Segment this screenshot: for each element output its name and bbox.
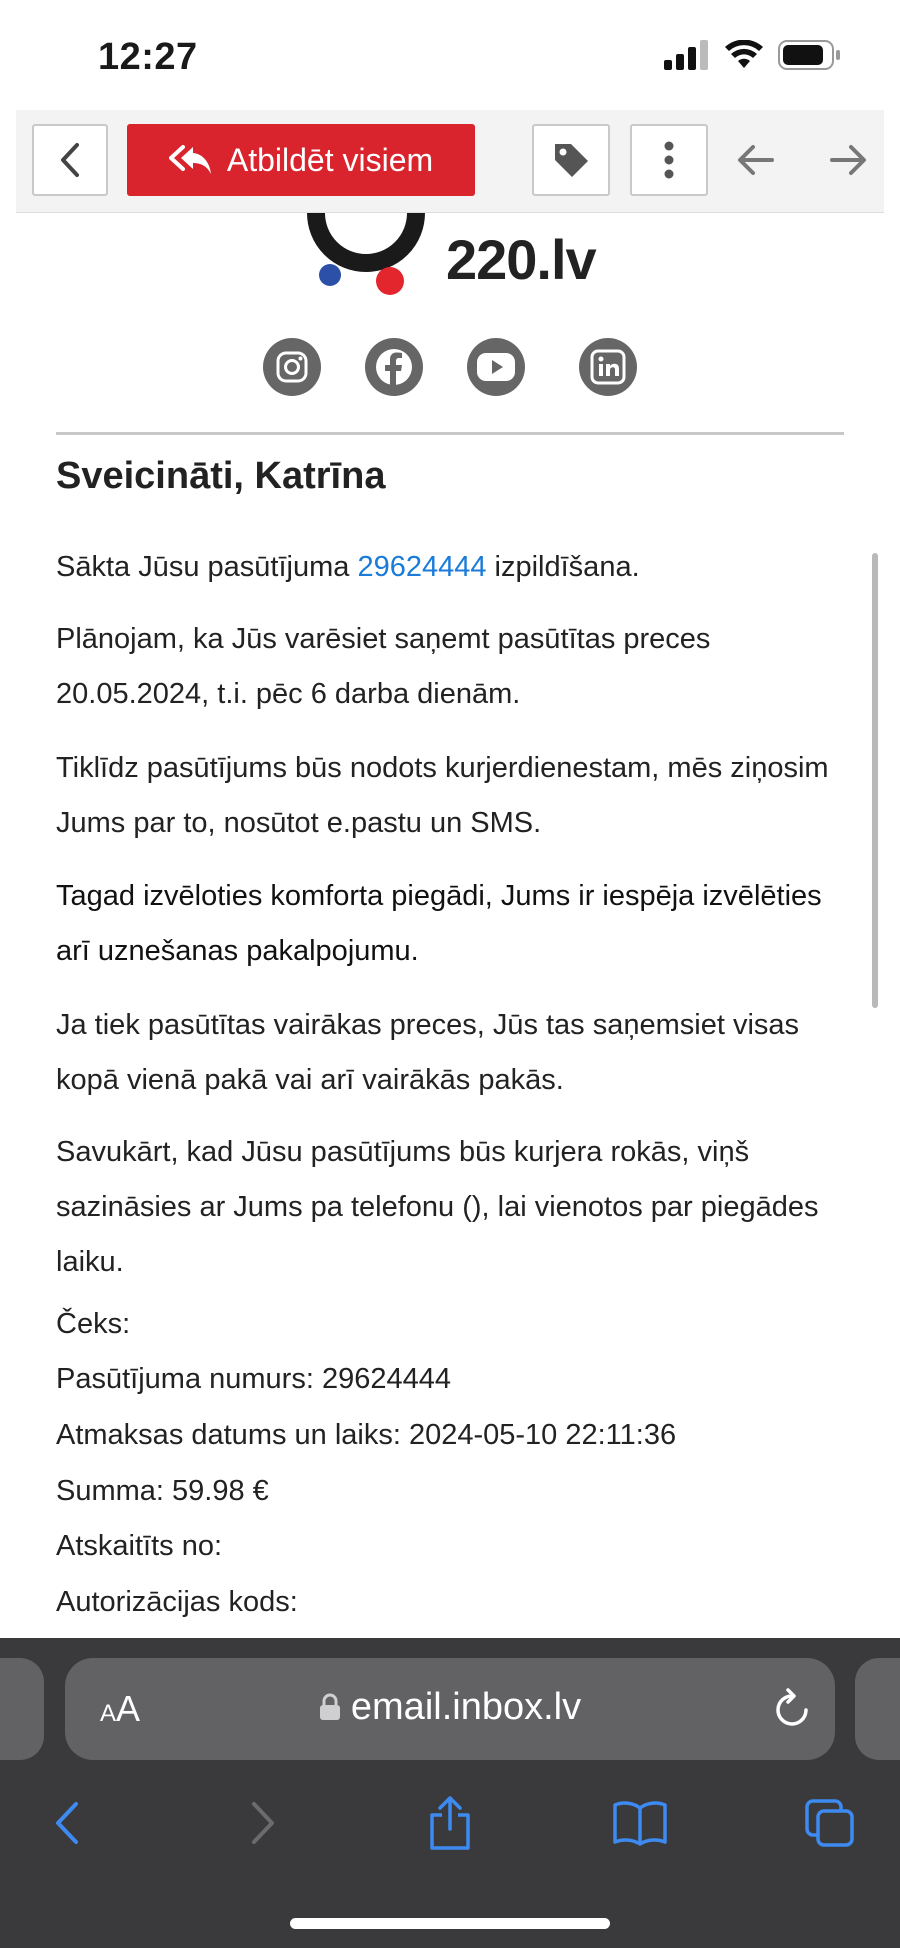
logo-mark-icon	[306, 213, 426, 303]
arrow-left-icon	[736, 143, 776, 177]
scrollbar[interactable]	[872, 553, 878, 1008]
youtube-icon	[476, 352, 516, 382]
share-icon	[426, 1795, 474, 1851]
home-indicator[interactable]	[290, 1918, 610, 1929]
receipt-heading: Čeks:	[56, 1308, 131, 1340]
url-text: email.inbox.lv	[350, 1686, 582, 1728]
back-button[interactable]	[32, 124, 108, 196]
chevron-left-icon	[55, 140, 85, 180]
url-display[interactable]	[65, 1686, 835, 1729]
status-icons	[664, 40, 842, 70]
facebook-link[interactable]	[365, 338, 423, 396]
share-button[interactable]	[415, 1788, 485, 1858]
mail-toolbar	[16, 110, 884, 213]
receipt-amount: Summa: 59.98 €	[56, 1475, 269, 1507]
chevron-right-icon	[248, 1800, 278, 1846]
reply-all-label: Atbildēt visiem	[226, 141, 434, 178]
chevron-left-icon	[52, 1800, 82, 1846]
status-time: 12:27	[98, 36, 198, 78]
battery-icon	[778, 40, 842, 70]
paragraph-multiple-items: Ja tiek pasūtītas vairākas preces, Jūs tas saņemsiet visas kopā vienā pakā vai arī vairākās pakās.	[56, 1009, 800, 1096]
status-bar	[0, 0, 900, 110]
instagram-icon	[275, 350, 309, 384]
linkedin-link[interactable]	[579, 338, 637, 396]
receipt-authorization-code: Autorizācijas kods:	[56, 1586, 298, 1618]
divider	[56, 432, 844, 435]
receipt-charged-from: Atskaitīts no:	[56, 1530, 223, 1562]
reply-all-button[interactable]	[127, 124, 475, 196]
more-vertical-icon	[663, 140, 675, 180]
brand-logo[interactable]	[306, 213, 626, 303]
reload-button[interactable]	[773, 1686, 813, 1735]
browser-back-button[interactable]	[32, 1788, 102, 1858]
instagram-link[interactable]	[263, 338, 321, 396]
reload-icon	[773, 1686, 813, 1730]
paragraph-order-started	[56, 540, 856, 595]
p1-suffix: izpildīšana.	[486, 551, 640, 583]
book-icon	[612, 1800, 668, 1846]
address-bar[interactable]	[65, 1658, 835, 1760]
bookmarks-button[interactable]	[605, 1788, 675, 1858]
paragraph-comfort-delivery: Tagad izvēloties komforta piegādi, Jums ir iespēja izvēlēties arī uznešanas pakalpojumu.	[56, 880, 822, 967]
paragraph-courier-notice: Tiklīdz pasūtījums būs nodots kurjerdienestam, mēs ziņosim Jums par to, nosūtot e.pastu un SMS.	[56, 752, 829, 839]
order-number-link[interactable]: 29624444	[357, 551, 487, 583]
previous-tab-pill[interactable]	[0, 1658, 44, 1760]
p1-prefix: Sākta Jūsu pasūtījuma	[56, 551, 358, 583]
paragraph-delivery-date: Plānojam, ka Jūs varēsiet saņemt pasūtītas preces 20.05.2024, t.i. pēc 6 darba dienām.	[56, 623, 711, 710]
wifi-icon	[724, 40, 764, 70]
logo-text: 220.lv	[446, 228, 596, 291]
greeting-heading: Sveicināti, Katrīna	[56, 455, 386, 497]
browser-forward-button[interactable]	[228, 1788, 298, 1858]
more-options-button[interactable]	[630, 124, 708, 196]
tabs-button[interactable]	[795, 1788, 865, 1858]
previous-email-button[interactable]	[728, 132, 784, 188]
paragraph-courier-contact: Savukārt, kad Jūsu pasūtījums būs kurjera rokās, viņš sazināsies ar Jums pa telefonu (), lai vienotos par piegādes laiku.	[56, 1136, 819, 1278]
browser-bottom-bar	[0, 1638, 900, 1948]
reply-all-icon	[169, 143, 213, 177]
tag-icon	[551, 140, 591, 180]
browser-nav-row	[0, 1788, 900, 1868]
next-email-button[interactable]	[820, 132, 876, 188]
receipt-order-number: Pasūtījuma numurs: 29624444	[56, 1363, 451, 1395]
receipt-payment-datetime: Atmaksas datums un laiks: 2024-05-10 22:11:36	[56, 1419, 677, 1451]
lock-icon	[319, 1693, 341, 1721]
linkedin-icon	[590, 349, 626, 385]
tabs-icon	[804, 1798, 856, 1848]
facebook-icon	[374, 347, 414, 387]
email-body[interactable]	[16, 213, 884, 1638]
next-tab-pill[interactable]	[855, 1658, 900, 1760]
text-size-button[interactable]: AA	[100, 1688, 141, 1729]
tag-button[interactable]	[532, 124, 610, 196]
arrow-right-icon	[828, 143, 868, 177]
cellular-signal-icon	[664, 40, 710, 70]
youtube-link[interactable]	[467, 338, 525, 396]
